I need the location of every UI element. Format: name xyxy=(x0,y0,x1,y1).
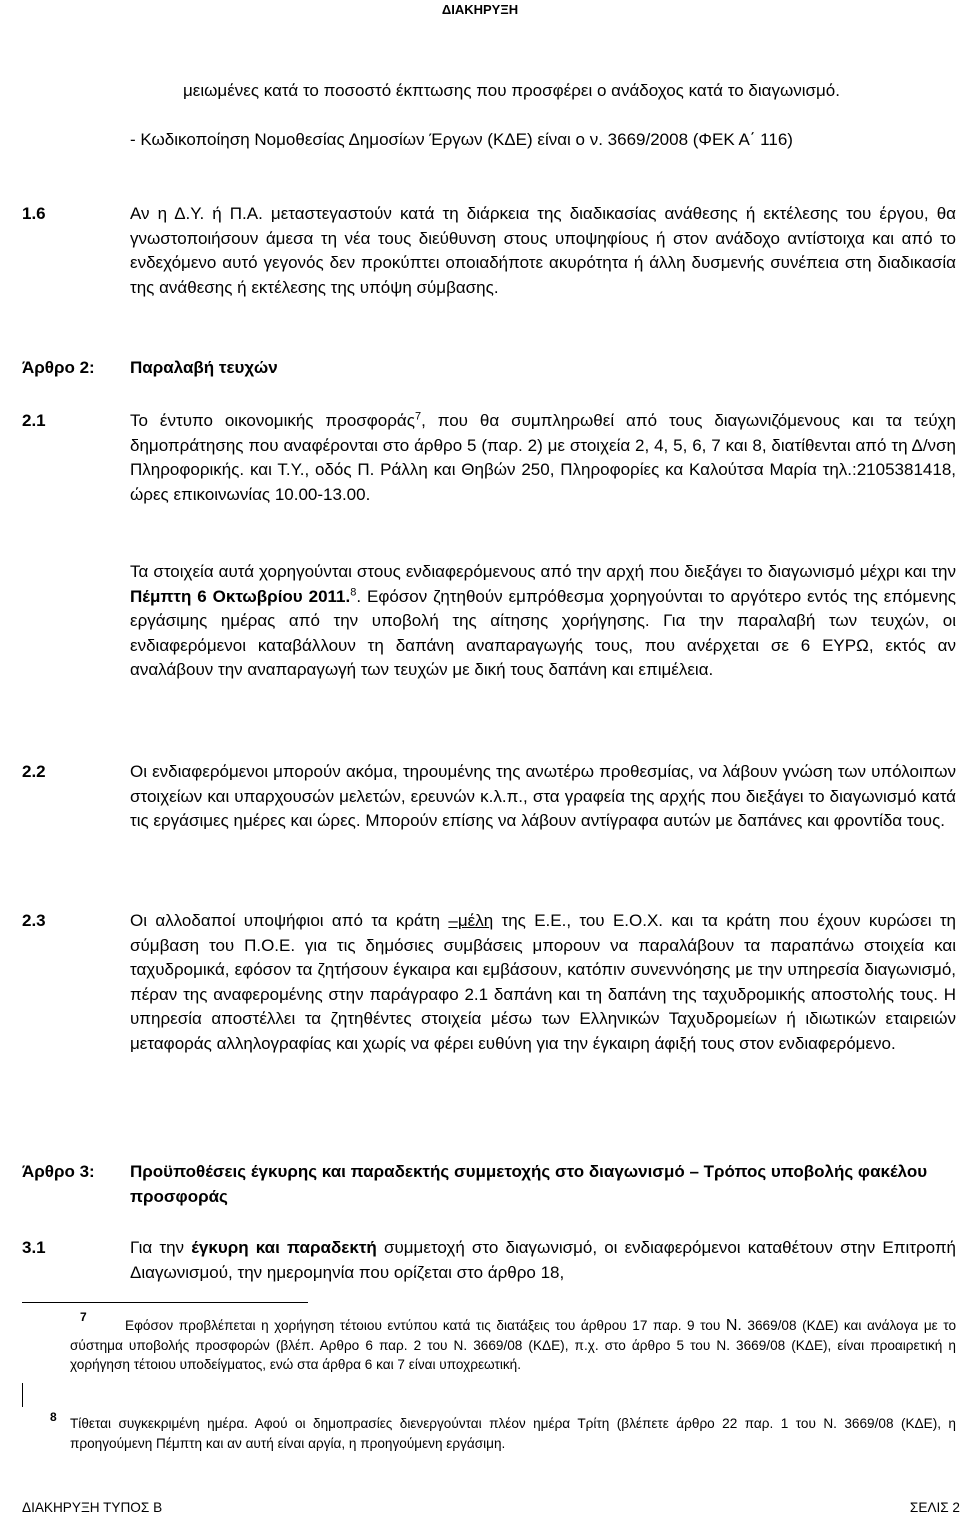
section-2-2-text: Οι ενδιαφερόμενοι μπορούν ακόμα, τηρουμένης της ανωτέρω προθεσμίας, να λάβουν γνώση των υπόλοιπων στοιχείων και υπαρχουσών μελετών, ερευνών κ.λ.π., στα γραφεία της αρχής που διεξάγει το διαγωνισμό κατά τις εργάσιμες ημέρες και ώρες. Μπορούν επίσης να λάβουν αντίγραφα αυτών με δαπάνες και φροντίδα τους. xyxy=(130,762,956,831)
section-2-1-para2-a: Τα στοιχεία αυτά χορηγούνται στους ενδιαφερόμενους από την αρχή που διεξάγει το διαγωνισμό μέχρι και την xyxy=(130,562,956,581)
section-2-3-text-underlined: –μέλη xyxy=(448,911,494,930)
section-2-1-text-b: , που θα συμπληρωθεί από τους διαγωνιζόμενους και τα τεύχη δημοπράτησης που αναφέρονται στο άρθρο 5 (παρ. 2) με στοιχεία 2, 4, 5, 6, 7 και 8, διατίθενται από τη Δ/νση Πληροφορικής. και Τ.Υ., οδός Π. Ράλλη και Θηβών 250, Πληροφορίες κα Καλούτσα Μαρία τηλ.:2105381418, ώρες επικοινωνίας 10.00-13.00. xyxy=(130,411,957,504)
section-1-6-number: 1.6 xyxy=(22,204,46,223)
section-2-3-number: 2.3 xyxy=(22,911,46,930)
section-2-3-text-a: Οι αλλοδαποί υποψήφιοι από τα κράτη xyxy=(130,911,449,930)
footnote-ref-7: 7 xyxy=(414,410,422,423)
footer-page-number: ΣΕΛΙΣ 2 xyxy=(909,1500,960,1515)
section-2-1-text xyxy=(130,409,956,507)
footnote-7-mark: 7 xyxy=(80,1310,87,1324)
section-3-1-number: 3.1 xyxy=(22,1238,46,1257)
section-3-1-text-bold: έγκυρη και παραδεκτή xyxy=(191,1238,377,1257)
footnote-8-mark: 8 xyxy=(50,1410,57,1424)
footnote-7-text xyxy=(70,1316,956,1375)
article-3-title: Προϋποθέσεις έγκυρης και παραδεκτής συμμετοχής στο διαγωνισμό – Τρόπος υποβολής φακέλου προσφοράς xyxy=(130,1162,928,1206)
revision-bar xyxy=(22,1383,23,1407)
article-2-title: Παραλαβή τευχών xyxy=(130,358,278,377)
section-1-5-dash-item: - Κωδικοποίηση Νομοθεσίας Δημοσίων Έργων (ΚΔΕ) είναι ο ν. 3669/2008 (ΦΕΚ Α΄ 116) xyxy=(130,130,793,149)
section-2-3-text-b: της Ε.Ε., του Ε.Ο.Χ. και τα κράτη που έχουν κυρώσει τη σύμβαση του Π.Ο.Ε. για τις δημόσιες συμβάσεις μπορουν να παραλάβουν τα παραπάνω στοιχεία και ταχυδρομικά, εφόσον τα ζητήσουν έγκαιρα και εμβάσουν, κατόπιν συνεννόησης με την υπηρεσία διαγωνισμό, πέραν της αναφερομένης στην παράγραφο 2.1 δαπάνη και τη δαπάνη της ταχυδρομικής αποστολής τους. Η υπηρεσία αποστέλλει τα ζητηθέντες στοιχεία μέσω των Ελληνικών Ταχυδρομείων ή ιδιωτικών εταιρειών μεταφοράς αλληλογραφίας και χωρίς να φέρει ευθύνη για την έγκαιρη άφιξή τους στον ενδιαφερόμενο. xyxy=(130,911,957,1053)
footnote-8-text: Τίθεται συγκεκριμένη ημέρα. Αφού οι δημοπρασίες διενεργούνται πλέον ημέρα Τρίτη (βλέπετε άρθρο 22 παρ. 1 του Ν. 3669/08 (ΚΔΕ), η προηγούμενη Πέμπτη και αν αυτή είναι αργία, η προηγούμενη εργάσιμη. xyxy=(70,1416,956,1451)
section-2-1-text-a: Το έντυπο οικονομικής προσφοράς xyxy=(130,411,415,430)
section-1-6-text: Αν η Δ.Υ. ή Π.Α. μεταστεγαστούν κατά τη διάρκεια της διαδικασίας ανάθεσης ή εκτέλεσης του έργου, θα γνωστοποιήσουν άμεσα τη νέα τους διεύθυνση στους υποψηφίους ή στον ανάδοχο αντίστοιχα και από το ενδεχόμενο αυτό γεγονός δεν προκύπτει οποιαδήποτε ακυρότητα ή άλλη δυσμενής συνέπεια στη διαδικασία της ανάθεσης ή εκτέλεσης της υπόψη σύμβασης. xyxy=(130,204,956,297)
section-3-1-text-a: Για την xyxy=(130,1238,192,1257)
section-2-3-text xyxy=(130,909,956,1057)
section-3-1-text xyxy=(130,1236,956,1285)
footnote-7-text-big: Ν. xyxy=(725,1317,742,1334)
section-2-1-number: 2.1 xyxy=(22,411,46,430)
section-2-1-paragraph-2 xyxy=(130,560,956,683)
footnote-7-text-b: 3669/08 (ΚΔΕ) και ανάλογα με το σύστημα υποβολής προσφορών (βλέπ. Αρθρο 6 παρ. 2 του Ν. 3669/08 (ΚΔΕ), π.χ. στο άρθρο 5 του Ν. 3669/08 (ΚΔΕ), είναι προαιρετική η χορήγηση τέτοιου υποδείγματος, ενώ στα άρθρα 6 και 7 είναι υποχρεωτική. xyxy=(70,1318,956,1372)
footnote-7-text-a: Εφόσον προβλέπεται η χορήγηση τέτοιου εντύπου κατά τις διατάξεις του άρθρου 17 παρ. 9 του xyxy=(125,1318,726,1333)
footnote-ref-8: 8 xyxy=(350,585,357,598)
article-3-label: Άρθρο 3: xyxy=(22,1162,95,1181)
article-2-label: Άρθρο 2: xyxy=(22,358,95,377)
section-2-2-number: 2.2 xyxy=(22,762,46,781)
footer-document-type: ΔΙΑΚΗΡΥΞΗ ΤΥΠΟΣ Β xyxy=(22,1500,163,1515)
footnote-separator xyxy=(22,1302,308,1303)
section-1-5-continuation: μειωμένες κατά το ποσοστό έκπτωσης που προσφέρει ο ανάδοχος κατά το διαγωνισμό. xyxy=(183,81,840,100)
section-2-1-para2-b: . Εφόσον ζητηθούν εμπρόθεσμα χορηγούνται το αργότερο εντός της επόμενης εργάσιμης ημέρας από την υποβολή της αίτησης χορήγησης. Για την παραλαβή των τευχών, οι ενδιαφερόμενοι καταβάλλουν τη δαπάνη αναπαραγωγής τους, που ανέρχεται σε 6 ΕΥΡΩ, εκτός αν αναλάβουν την αναπαραγωγή των τευχών με δική τους δαπάνη και επιμέλεια. xyxy=(130,586,956,680)
section-3-1-text-b: συμμετοχή στο διαγωνισμό, οι ενδιαφερόμενοι καταθέτουν στην Επιτροπή Διαγωνισμού, την ημερομηνία που ορίζεται στο άρθρο 18, xyxy=(130,1238,957,1282)
page-header: ΔΙΑΚΗΡΥΞΗ xyxy=(441,2,519,17)
submission-date: Πέμπτη 6 Οκτωβρίου 2011. xyxy=(130,586,351,606)
